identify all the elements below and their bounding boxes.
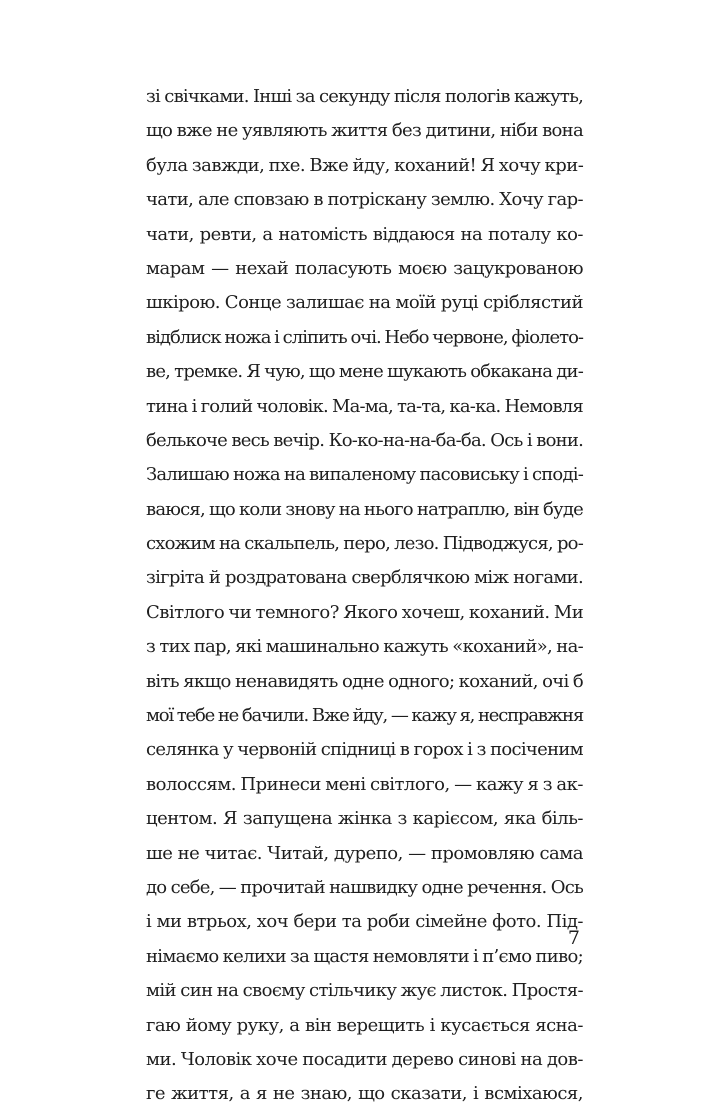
text-line: шкірою. Сонце залишає на моїй руці сріблястий — [146, 292, 583, 314]
text-line: чати, але сповзаю в потріскану землю. Хочу гар- — [146, 189, 583, 211]
text-line: центом. Я запущена жінка з карієсом, яка біль- — [146, 808, 583, 830]
text-line: що вже не уявляють життя без дитини, ніби вона — [146, 120, 583, 142]
text-line: марам — нехай поласують моєю зацукрованою — [146, 257, 583, 279]
text-line: німаємо келихи за щастя немовляти і п’ємо пиво; — [146, 945, 583, 967]
text-line: волоссям. Принеси мені світлого, — кажу я з ак- — [146, 773, 583, 795]
text-line: Світлого чи темного? Якого хочеш, коханий. Ми — [146, 601, 584, 623]
text-line: зі свічками. Інші за секунду після пологів кажуть, — [146, 86, 583, 107]
text-line: зігріта й роздратована сверблячкою між ногами. — [146, 567, 583, 589]
text-line: була завжди, пхе. Вже йду, коханий! Я хочу кри- — [146, 154, 584, 176]
text-line: ваюся, що коли знову на нього натраплю, він буде — [146, 498, 583, 520]
text-line: ве, тремке. Я чую, що мене шукають обкакана ди- — [146, 361, 583, 383]
text-line: ге життя, а я не знаю, що сказати, і всміхаюся, — [146, 1083, 583, 1105]
page-number: 7 — [567, 927, 580, 949]
body-text — [146, 80, 583, 1112]
text-line: селянка у червоній спідниці в горох і з посіченим — [146, 739, 583, 761]
text-line: гаю йому руку, а він верещить і кусається ясна- — [146, 1014, 583, 1036]
text-line: Залишаю ножа на випаленому пасовиську і споді- — [146, 464, 583, 486]
text-line: віть якщо ненавидять одне одного; коханий, очі б — [146, 670, 583, 692]
text-line: мій син на своєму стільчику жує листок. Простя- — [146, 980, 583, 1002]
text-line: белькоче весь вечір. Ко-ко-на-на-ба-ба. Ось і вони. — [146, 429, 583, 451]
text-line: відблиск ножа і сліпить очі. Небо червоне, фіолето- — [146, 326, 583, 348]
text-line: ше не читає. Читай, дурепо, — промовляю сама — [146, 842, 583, 864]
text-line: з тих пар, які машинально кажуть «коханий», на- — [146, 636, 583, 658]
text-line: до себе, — прочитай нашвидку одне речення. Ось — [146, 876, 583, 898]
text-line: схожим на скальпель, перо, лезо. Підводжуся, ро- — [146, 533, 583, 555]
text-line: ми. Чоловік хоче посадити дерево синові на дов- — [146, 1048, 583, 1070]
text-line: і ми втрьох, хоч бери та роби сімейне фото. Під- — [146, 911, 583, 933]
text-line: мої тебе не бачили. Вже йду, — кажу я, несправжня — [146, 705, 583, 727]
text-line: чати, ревти, а натомість віддаюся на поталу ко- — [146, 223, 583, 245]
text-line: тина і голий чоловік. Ма-ма, та-та, ка-ка. Немовля — [146, 395, 583, 417]
